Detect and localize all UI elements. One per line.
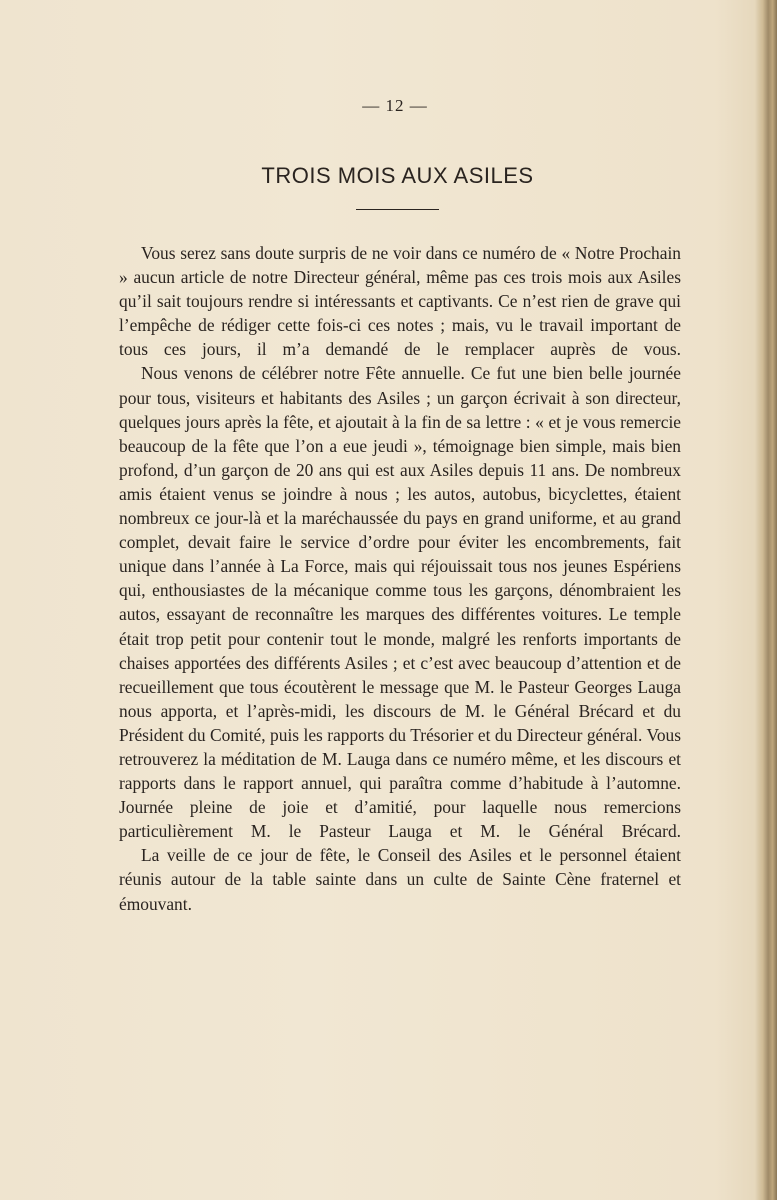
paragraph-2: Nous venons de célébrer notre Fête annuelle. Ce fut une bien belle journée pour tous, visiteurs et habitants des Asiles ; un garçon écrivait à son directeur, quelques jours après la fête, et ajoutait à la fin de sa lettre : « et je vous remercie beaucoup de la fête que l’on a eue jeudi », témoignage bien simple, mais bien profond, d’un garçon de 20 ans qui est aux Asiles depuis 11 ans. De nombreux amis étaient venus se joindre à nous ; les autos, autobus, bicyclettes, étaient nombreux ce jour-là et la maréchaussée du pays en grand uniforme, et au grand complet, devait faire le service d’ordre pour éviter les encombrements, fait unique dans l’année à La Force, mais qui réjouissait tous nos jeunes Espériens qui, enthousiastes de la mécanique comme tous les garçons, dénombraient les autos, essayant de reconnaître les marques des différentes voitures. Le temple était trop petit pour contenir tout le monde, malgré les renforts importants de chaises apportées des différents Asiles ; et c’est avec beaucoup d’attention et de recueillement que tous écoutèrent le message que M. le Pasteur Georges Lauga nous apporta, et l’après-midi, les discours de M. le Général Brécard et du Président du Comité, puis les rapports du Trésorier et du Directeur général. Vous retrouverez la méditation de M. Lauga dans ce numéro même, et les discours et rapports dans le rapport annuel, qui paraîtra comme d’habitude à l’automne. Journée pleine de joie et d’amitié, pour laquelle nous remercions particulièrement M. le Pasteur Lauga et M. le Général Brécard.	[119, 363, 681, 842]
paragraph-1: Vous serez sans doute surpris de ne voir dans ce numéro de « Notre Prochain » aucun article de notre Directeur général, même pas ces trois mois aux Asiles qu’il sait toujours rendre si intéressants et captivants. Ce n’est rien de grave qui l’empêche de rédiger cette fois-ci ces notes ; mais, vu le travail important de tous ces jours, il m’a demandé de le remplacer auprès de vous.	[119, 243, 681, 360]
page-number: — 12 —	[362, 96, 428, 115]
title-divider	[356, 209, 439, 210]
paragraph-3: La veille de ce jour de fête, le Conseil des Asiles et le personnel étaient réunis autour de la table sainte dans un culte de Sainte Cène fraternel et émouvant.	[119, 845, 681, 914]
article-body	[119, 241, 681, 916]
article-title: TROIS MOIS AUX ASILES	[261, 163, 534, 188]
